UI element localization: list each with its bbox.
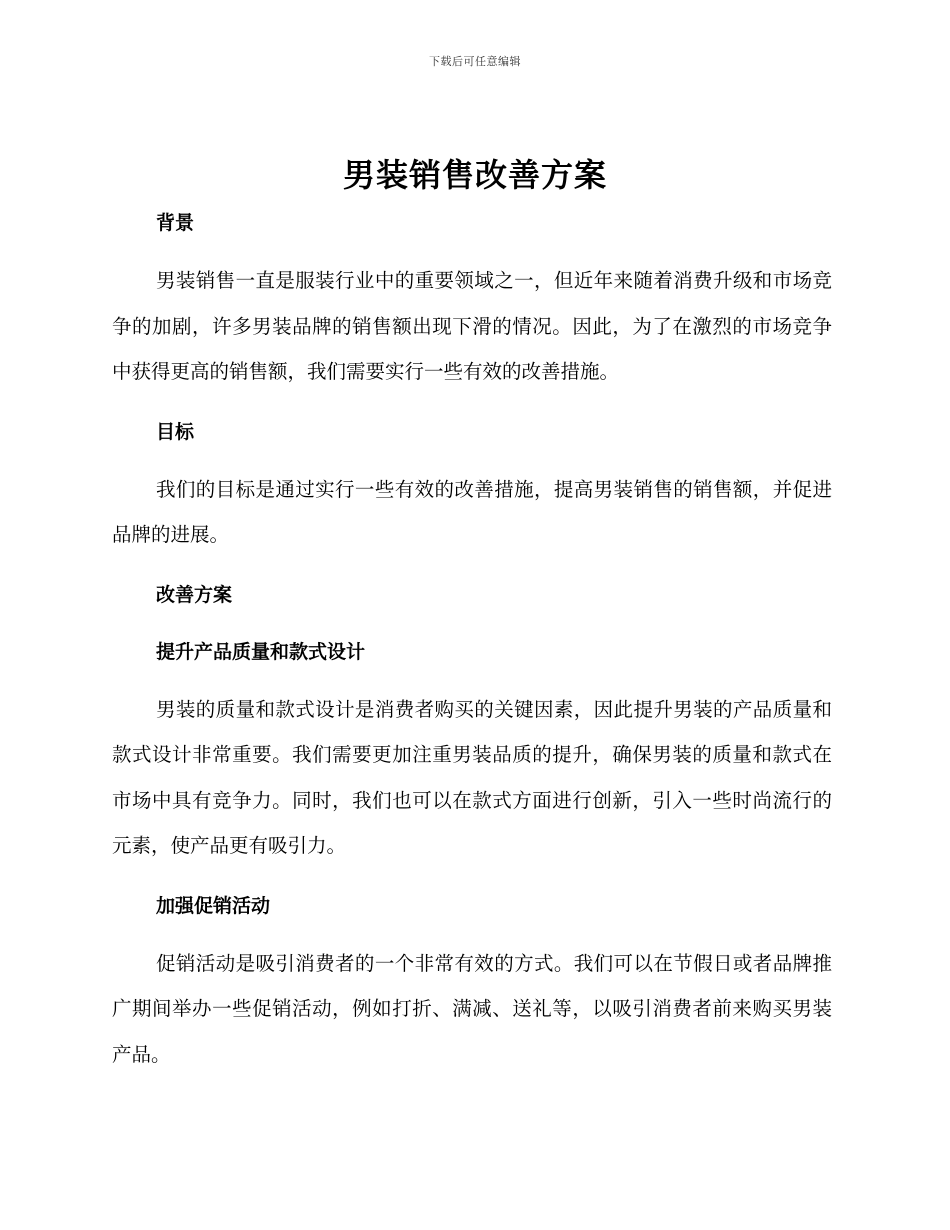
heading-background: 背景 bbox=[156, 212, 195, 234]
paragraph-goal: 我们的目标是通过实行一些有效的改善措施，提高男装销售的销售额，并促进品牌的进展。 bbox=[112, 477, 832, 546]
paragraph-quality-design: 男装的质量和款式设计是消费者购买的关键因素，因此提升男装的产品质量和款式设计非常重要。我们需要更加注重男装品质的提升，确保男装的质量和款式在市场中具有竞争力。同时，我们也可以在款式方面进行创新，引入一些时尚流行的元素，使产品更有吸引力。 bbox=[112, 697, 832, 857]
document-title: 男装销售改善方案 bbox=[342, 156, 607, 194]
heading-promotion: 加强促销活动 bbox=[156, 894, 271, 917]
heading-quality-design: 提升产品质量和款式设计 bbox=[156, 640, 366, 663]
header-note: 下载后可任意编辑 bbox=[429, 55, 521, 68]
paragraph-promotion: 促销活动是吸引消费者的一个非常有效的方式。我们可以在节假日或者品牌推广期间举办一些促销活动，例如打折、满减、送礼等，以吸引消费者前来购买男装产品。 bbox=[112, 951, 832, 1066]
paragraph-background: 男装销售一直是服装行业中的重要领域之一，但近年来随着消费升级和市场竞争的加剧，许多男装品牌的销售额出现下滑的情况。因此，为了在激烈的市场竞争中获得更高的销售额，我们需要实行一些有效的改善措施。 bbox=[112, 269, 832, 383]
heading-improvement-plan: 改善方案 bbox=[156, 583, 233, 606]
heading-goal: 目标 bbox=[156, 420, 195, 443]
document-body bbox=[112, 203, 832, 1077]
